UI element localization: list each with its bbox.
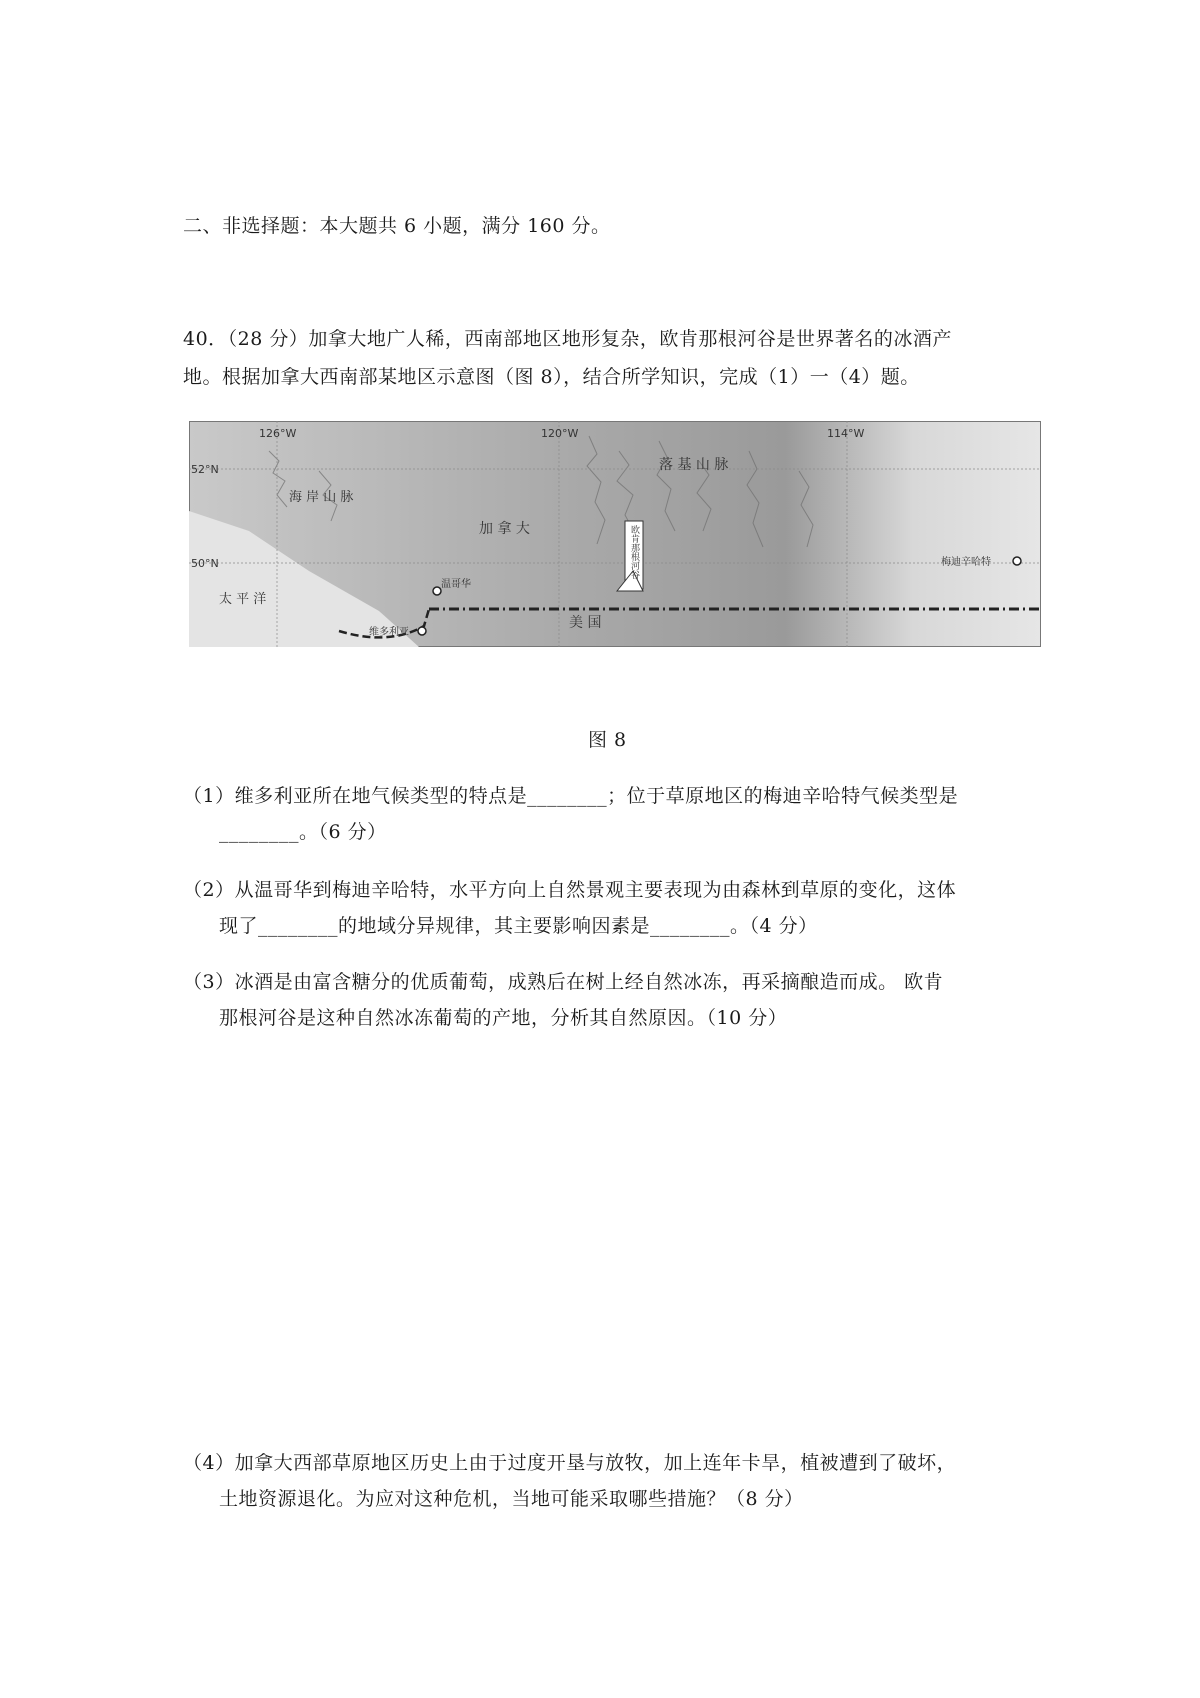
victoria-dot xyxy=(418,627,426,635)
q2-line-2: 现了________的地域分异规律，其主要影响因素是________。（4 分） xyxy=(219,915,818,937)
label-vancouver: 温哥华 xyxy=(441,579,471,590)
q4-line-2: 土地资源退化。为应对这种危机，当地可能采取哪些措施？（8 分） xyxy=(219,1488,804,1510)
label-okanagan-valley: 欧肯那根河谷 xyxy=(629,525,639,579)
label-lon-114: 114°W xyxy=(827,427,865,440)
label-victoria: 维多利亚 xyxy=(369,627,409,638)
label-coast-mountains: 海 岸 山 脉 xyxy=(289,490,354,505)
q4-line-1: （4）加拿大西部草原地区历史上由于过度开垦与放牧，加上连年卡旱，植被遭到了破坏， xyxy=(183,1452,957,1474)
label-lon-120: 120°W xyxy=(541,427,579,440)
label-usa: 美 国 xyxy=(569,615,602,631)
question-intro-line-2: 地。根据加拿大西南部某地区示意图（图 8），结合所学知识，完成（1）一（4）题。 xyxy=(183,366,920,388)
label-lat-50: 50°N xyxy=(191,557,219,570)
label-medicine-hat: 梅迪辛哈特 xyxy=(941,557,991,568)
label-lon-126: 126°W xyxy=(259,427,297,440)
q1-line-2: ________。（6 分） xyxy=(219,821,387,843)
medicine-hat-dot xyxy=(1013,557,1021,565)
q3-line-1: （3）冰酒是由富含糖分的优质葡萄，成熟后在树上经自然冰冻，再采摘酿造而成。 欧肯 xyxy=(183,971,944,993)
q3-line-2: 那根河谷是这种自然冰冻葡萄的产地，分析其自然原因。（10 分） xyxy=(219,1007,788,1029)
vancouver-dot xyxy=(433,587,441,595)
section-heading: 二、非选择题：本大题共 6 小题，满分 160 分。 xyxy=(183,215,611,237)
q2-line-1: （2）从温哥华到梅迪辛哈特，水平方向上自然景观主要表现为由森林到草原的变化，这体 xyxy=(183,879,957,901)
label-lat-52: 52°N xyxy=(191,463,219,476)
label-canada: 加 拿 大 xyxy=(479,521,530,537)
question-intro-line-1: 40．（28 分）加拿大地广人稀，西南部地区地形复杂，欧肯那根河谷是世界著名的冰酒产 xyxy=(183,328,952,350)
label-ocean: 太 平 洋 xyxy=(219,592,267,607)
figure-8-map xyxy=(189,421,1041,647)
q1-line-1: （1）维多利亚所在地气候类型的特点是________；位于草原地区的梅迪辛哈特气候类型是 xyxy=(183,785,959,807)
figure-caption: 图 8 xyxy=(588,729,627,751)
label-rocky-mountains: 落 基 山 脉 xyxy=(659,457,729,473)
